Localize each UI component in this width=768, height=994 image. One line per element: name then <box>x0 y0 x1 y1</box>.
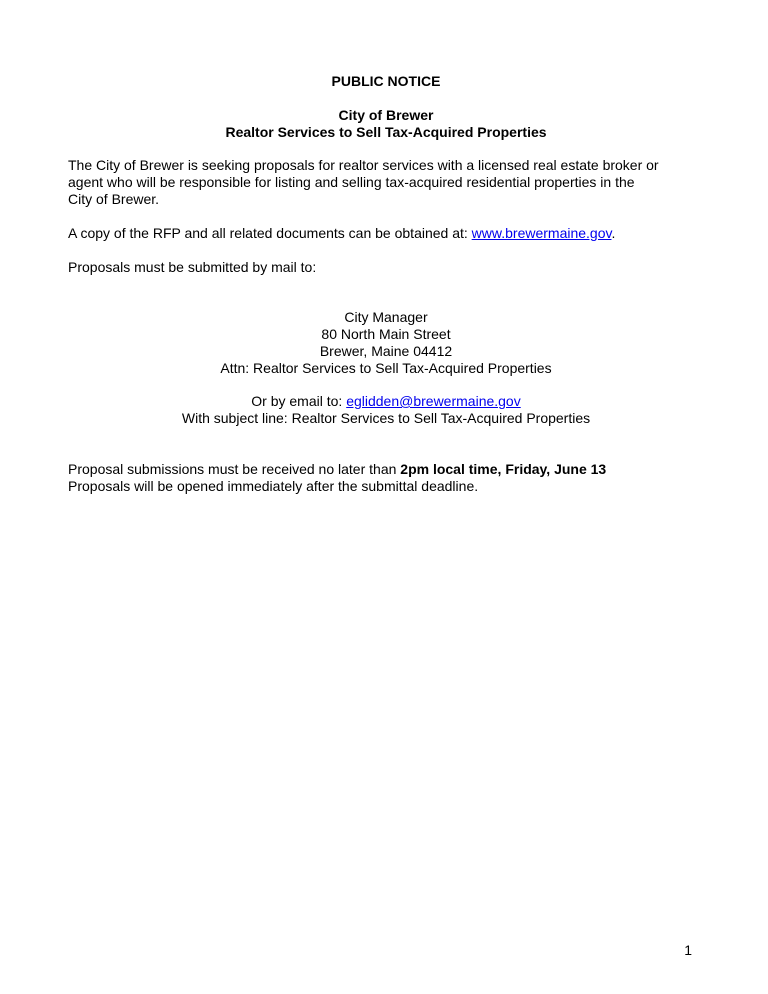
rfp-copy-paragraph <box>68 225 704 242</box>
mail-intro: Proposals must be submitted by mail to: <box>68 259 317 275</box>
deadline-line <box>68 461 704 478</box>
deadline-block <box>68 461 704 495</box>
email-line <box>68 393 704 410</box>
intro-line: City of Brewer. <box>68 191 160 207</box>
deadline-prefix: Proposal submissions must be received no later than <box>68 461 401 477</box>
rfp-title: Realtor Services to Sell Tax-Acquired Properties <box>225 124 547 140</box>
subject-line: With subject line: Realtor Services to Sell Tax-Acquired Properties <box>181 410 591 426</box>
email-link[interactable]: eglidden@brewermaine.gov <box>346 393 521 409</box>
page-number: 1 <box>684 942 692 958</box>
rfp-copy-text: A copy of the RFP and all related documents can be obtained at: <box>68 225 472 241</box>
address-line: City Manager <box>344 309 428 325</box>
opening-line: Proposals will be opened immediately after the submittal deadline. <box>68 478 479 494</box>
email-prefix: Or by email to: <box>251 393 347 409</box>
intro-paragraph <box>68 157 704 208</box>
deadline-time: 2pm local time, Friday, June 13 <box>400 461 607 477</box>
email-block <box>68 393 704 427</box>
website-link[interactable]: www.brewermaine.gov <box>471 225 612 241</box>
intro-line: agent who will be responsible for listing and selling tax-acquired residential properties in the <box>68 174 635 190</box>
city-title: City of Brewer <box>338 107 434 123</box>
address-line: 80 North Main Street <box>321 326 451 342</box>
address-block <box>68 309 704 377</box>
rfp-copy-end: . <box>611 225 616 241</box>
notice-heading: PUBLIC NOTICE <box>331 73 441 89</box>
address-line: Brewer, Maine 04412 <box>319 343 453 359</box>
intro-line: The City of Brewer is seeking proposals for realtor services with a licensed real estate broker or <box>68 157 659 173</box>
address-line: Attn: Realtor Services to Sell Tax-Acquired Properties <box>220 360 552 376</box>
